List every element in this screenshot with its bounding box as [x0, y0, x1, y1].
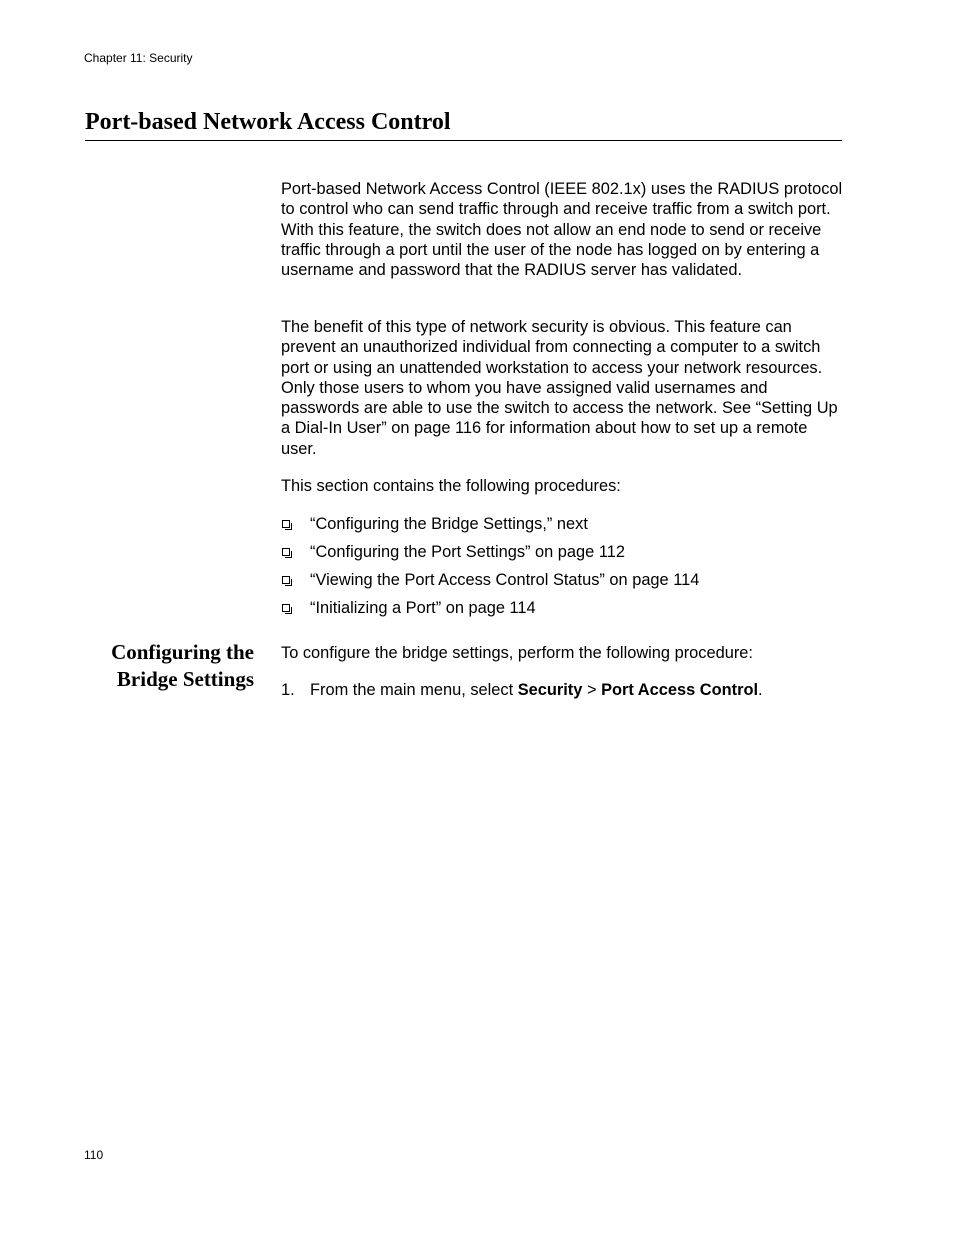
- benefit-paragraph: The benefit of this type of network security is obvious. This feature can prevent an unauthorized individual from connecting a computer to a switch port or using an unattended workstation to access your network resources. Only those users to whom you have assigned valid usernames and passwords are able to use the switch to access the network. See “Setting Up a Dial-In User” on page 116 for information about how to set up a remote user.: [281, 318, 838, 458]
- intro-paragraph: Port-based Network Access Control (IEEE 802.1x) uses the RADIUS protocol to control who can send traffic through and receive traffic from a switch port. With this feature, the switch does not allow an end node to send or receive traffic through a port until the user of the node has logged on by entering a username and password that the RADIUS server has validated.: [281, 180, 843, 280]
- subsection-heading: [90, 639, 254, 693]
- procedures-intro-paragraph: This section contains the following procedures:: [281, 477, 621, 495]
- procedure-intro-paragraph: To configure the bridge settings, perform the following procedure:: [281, 644, 753, 662]
- subsection-heading-line-2: Bridge Settings: [116, 667, 254, 691]
- menu-separator: >: [582, 681, 602, 699]
- checkbox-bullet-icon: [282, 576, 290, 584]
- menu-name-security: Security: [517, 681, 583, 699]
- section-title: Port-based Network Access Control: [85, 109, 451, 135]
- page-number: 110: [84, 1148, 104, 1162]
- checkbox-bullet-icon: [282, 548, 290, 556]
- procedure-steps: [281, 680, 763, 700]
- subsection-heading-line-1: Configuring the: [111, 640, 254, 664]
- list-item: [281, 570, 699, 598]
- menu-name-port-access-control: Port Access Control: [601, 681, 759, 699]
- procedure-step: [281, 680, 763, 700]
- procedure-link-text: “Configuring the Bridge Settings,” next: [310, 515, 588, 533]
- step-text-end: .: [758, 681, 763, 699]
- list-item: [281, 542, 699, 570]
- step-text: From the main menu, select: [310, 681, 518, 699]
- procedures-list: [281, 514, 699, 626]
- title-rule: [85, 140, 842, 141]
- procedure-link-text: “Viewing the Port Access Control Status” on page 114: [310, 571, 700, 589]
- checkbox-bullet-icon: [282, 604, 290, 612]
- checkbox-bullet-icon: [282, 520, 290, 528]
- list-item: [281, 514, 699, 542]
- running-header: Chapter 11: Security: [84, 51, 193, 65]
- procedure-link-text: “Configuring the Port Settings” on page 112: [310, 543, 625, 561]
- procedure-link-text: “Initializing a Port” on page 114: [310, 599, 536, 617]
- list-item: [281, 598, 699, 626]
- step-number: 1.: [281, 681, 295, 699]
